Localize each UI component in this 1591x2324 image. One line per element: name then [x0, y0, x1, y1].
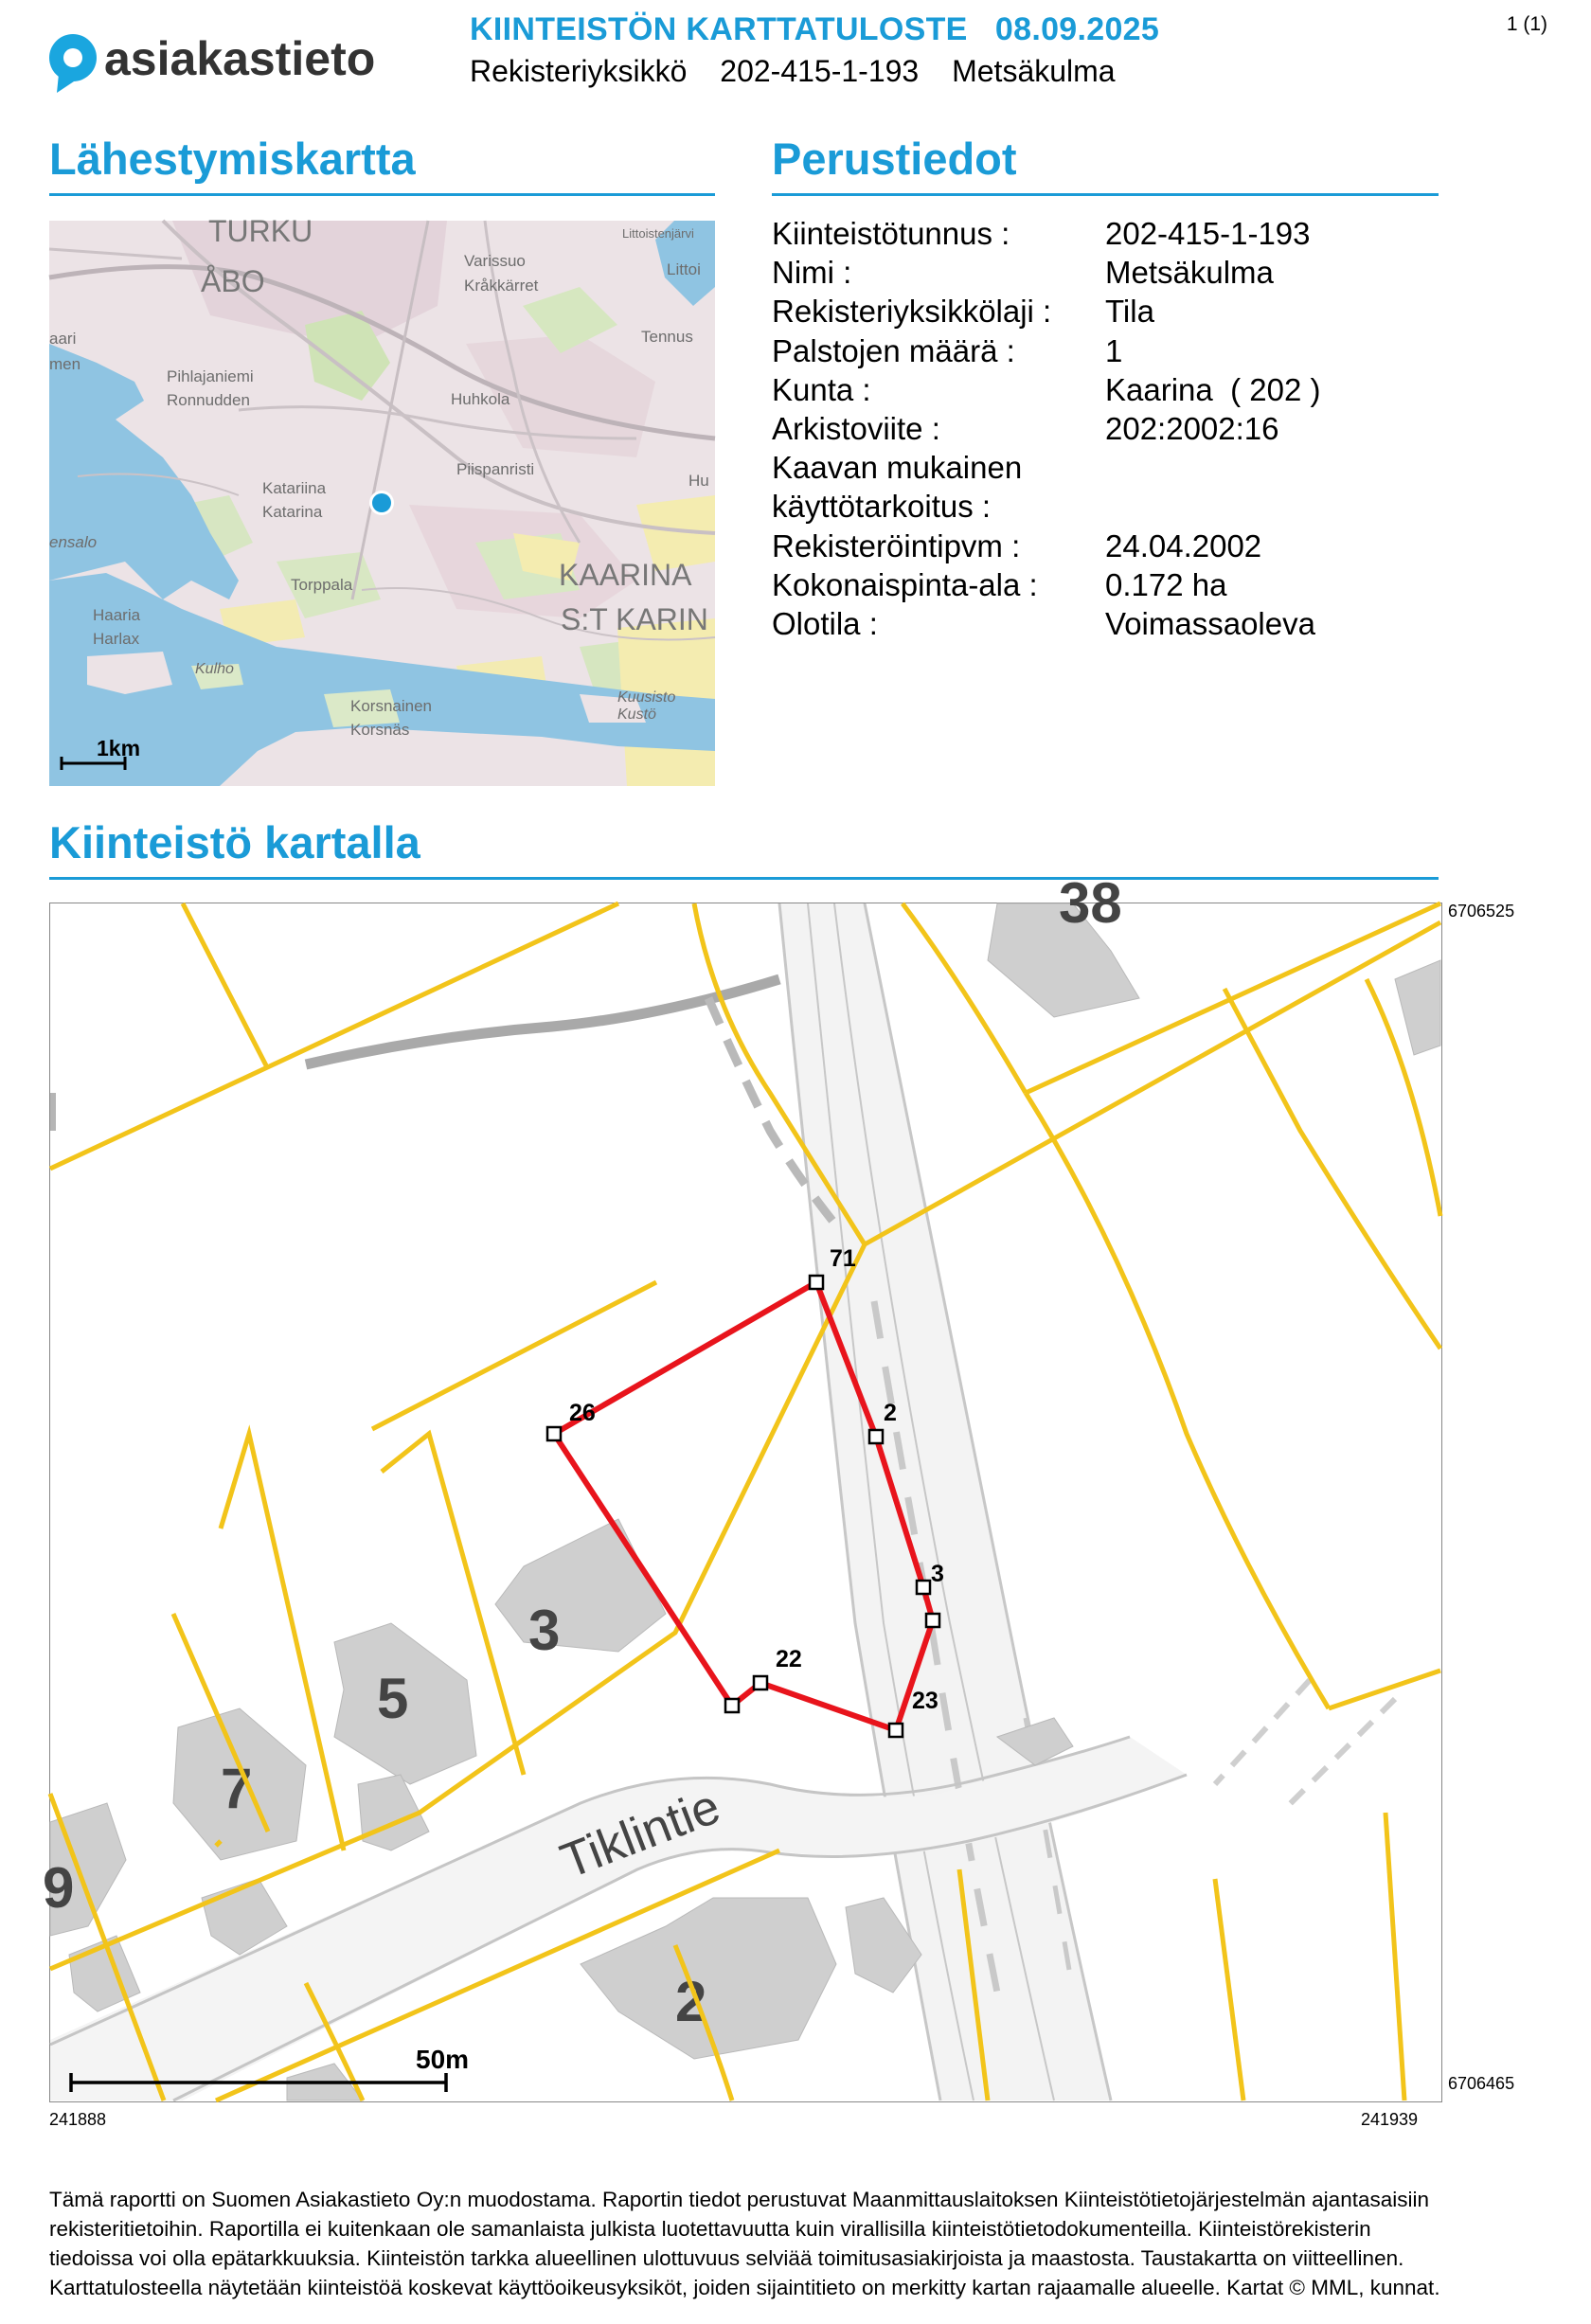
label-korsnainen: Korsnainen: [350, 697, 433, 715]
label-korsnas: Korsnäs: [350, 721, 410, 739]
building: [495, 1519, 666, 1652]
report-title-text: KIINTEISTÖN KARTTATULOSTE: [470, 11, 968, 47]
info-label: Kaavan mukainen: [772, 450, 1023, 485]
info-value: 0.172 ha: [1105, 567, 1227, 602]
label-men: men: [49, 355, 81, 373]
info-value: Voimassaoleva: [1105, 606, 1315, 641]
house-number-5: 5: [377, 1667, 409, 1730]
point-label-22: 22: [776, 1646, 802, 1672]
point-label-2: 2: [884, 1400, 897, 1426]
vertex-22a: [725, 1699, 739, 1712]
overview-map: [49, 214, 715, 786]
label-torppala: Torppala: [291, 576, 353, 594]
house-number-38: 38: [1059, 871, 1122, 935]
house-number-9: 9: [43, 1856, 75, 1920]
building: [1395, 960, 1440, 1055]
info-value: 202-415-1-193: [1105, 216, 1311, 251]
asiakastieto-logo: [47, 28, 426, 97]
info-label: Kiinteistötunnus :: [772, 216, 1010, 251]
vertex-3a: [917, 1581, 930, 1594]
info-value: Kaarina ( 202 ): [1105, 372, 1321, 407]
logo-pin-icon: [49, 34, 97, 93]
label-hu: Hu: [688, 472, 709, 490]
property-map-divider: [49, 877, 1439, 880]
overview-scale-label: 1km: [97, 736, 141, 760]
report-title: [470, 11, 1159, 48]
overview-map-divider: [49, 193, 715, 196]
label-aari: aari: [49, 330, 77, 348]
coord-bottom-right: 6706465: [1448, 2074, 1515, 2093]
point-label-71: 71: [830, 1245, 856, 1272]
property-scale-label: 50m: [416, 2045, 470, 2074]
logo-text: asiakastieto: [104, 32, 376, 85]
label-harlax: Harlax: [93, 630, 140, 648]
info-label: Rekisteriyksikkölaji :: [772, 294, 1052, 329]
house-number-3: 3: [528, 1599, 561, 1662]
subtitle-label: Rekisteriyksikkö: [470, 54, 688, 88]
label-pihlajaniemi: Pihlajaniemi: [167, 367, 254, 385]
vertex-23: [889, 1724, 903, 1737]
label-kaarina: KAARINA: [559, 558, 692, 592]
report-subtitle: [470, 54, 1140, 89]
coord-top-right: 6706525: [1448, 902, 1515, 921]
basic-info-divider: [772, 193, 1439, 196]
label-katariina: Katariina: [262, 479, 327, 497]
vertex-3b: [926, 1614, 939, 1627]
vertex-22b: [754, 1676, 767, 1689]
label-huhkola: Huhkola: [451, 390, 510, 408]
label-ronnudden: Ronnudden: [167, 391, 250, 409]
overview-map-title: Lähestymiskartta: [49, 134, 416, 184]
label-st-karin: S:T KARIN: [561, 602, 708, 636]
info-label: Arkistoviite :: [772, 411, 940, 446]
subtitle-property-id: 202-415-1-193: [720, 54, 920, 88]
property-map: [43, 871, 1442, 2102]
street-label-tiklintie: Tiklintie: [553, 1779, 728, 1890]
info-label: käyttötarkoitus :: [772, 489, 992, 524]
house-number-7: 7: [221, 1757, 253, 1820]
house-number-2: 2: [675, 1970, 707, 2033]
point-label-23: 23: [912, 1688, 939, 1714]
point-label-3: 3: [931, 1561, 944, 1587]
label-krakkarret: Kråkkärret: [464, 277, 539, 295]
label-haaria: Haaria: [93, 606, 141, 624]
footer-disclaimer: Tämä raportti on Suomen Asiakastieto Oy:n muodostama. Raportin tiedot perustuvat Maanmittauslaitoksen Kiinteistötietojärjestelmän ajantasaisiin rekisteritietoihin. Raportilla ei kuitenkaan ole samanlaista julkista luotettavuutta kuin virallisilla kiinteistötietodokumenteilla. Kiinteistörekisterin tiedoissa voi olla epätarkkuuksia. Kiinteistön tarkka alueellinen ulottuvuus selviää toimitusasiakirjoista ja maastosta. Taustakartta on viitteellinen. Karttatulosteella näytetään kiinteistöä koskevat käyttöoikeusyksiköt, joiden sijaintitieto on merkitty kartan rajaamalle alueelle. Kartat © MML, kunnat.: [49, 2188, 1440, 2299]
info-label: Olotila :: [772, 606, 878, 641]
page-number: 1 (1): [1506, 13, 1547, 35]
label-littoinen: Littoi: [667, 260, 701, 278]
info-label: Palstojen määrä :: [772, 333, 1015, 368]
info-label: Kunta :: [772, 372, 871, 407]
location-marker-icon: [372, 493, 391, 512]
label-abo: ÅBO: [201, 264, 265, 298]
label-turku: TURKU: [208, 214, 313, 248]
label-katarina: Katarina: [262, 503, 323, 521]
info-value: 24.04.2002: [1105, 528, 1262, 563]
label-tennus: Tennus: [641, 328, 693, 346]
label-varissuo: Varissuo: [464, 252, 526, 270]
coord-bottom-left: 241888: [49, 2110, 107, 2129]
info-value: Metsäkulma: [1105, 255, 1274, 290]
point-label-26: 26: [569, 1400, 596, 1426]
label-kusto: Kustö: [617, 706, 656, 723]
info-value: 1: [1105, 333, 1123, 368]
label-piispanristi: Piispanristi: [456, 460, 535, 478]
vertex-71: [810, 1276, 823, 1289]
basic-info-title: Perustiedot: [772, 134, 1017, 184]
label-ensalo: ensalo: [49, 533, 98, 551]
label-littoinen-lake: Littoistenjärvi: [622, 226, 694, 241]
label-kuusisto: Kuusisto: [617, 689, 676, 706]
coord-bottom-right-x: 241939: [1361, 2110, 1419, 2129]
info-value: Tila: [1105, 294, 1154, 329]
info-value: 202:2002:16: [1105, 411, 1279, 446]
property-map-title: Kiinteistö kartalla: [49, 817, 420, 867]
vertex-26: [547, 1427, 561, 1440]
report-date: 08.09.2025: [994, 11, 1160, 47]
info-label: Rekisteröintipvm :: [772, 528, 1021, 563]
info-label: Nimi :: [772, 255, 852, 290]
subtitle-property-name: Metsäkulma: [952, 54, 1116, 88]
vertex-2: [869, 1430, 883, 1443]
label-kulho: Kulho: [195, 661, 234, 677]
info-label: Kokonaispinta-ala :: [772, 567, 1038, 602]
